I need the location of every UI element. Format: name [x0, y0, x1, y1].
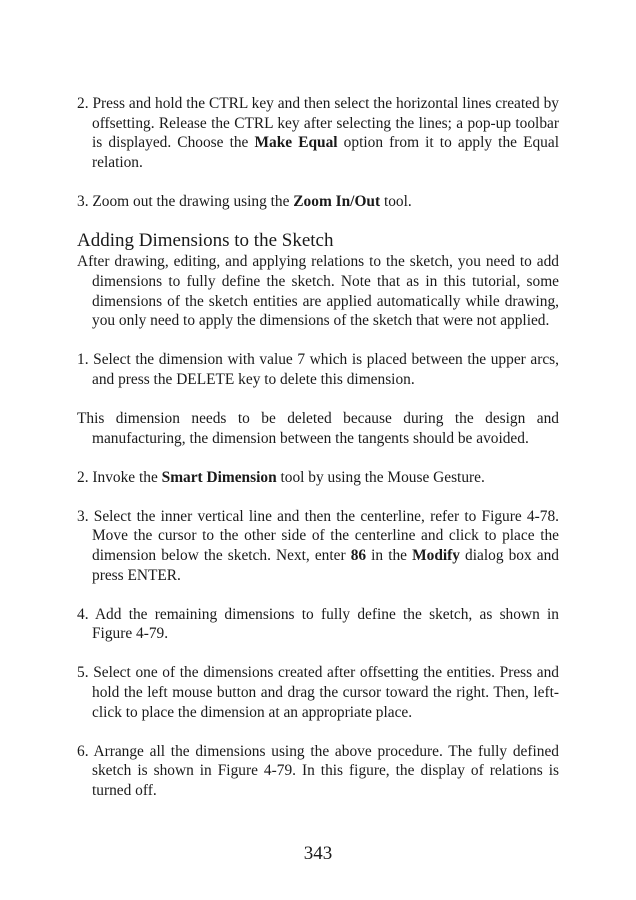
dimension-step-2-end: tool by using the Mouse Gesture. [276, 468, 485, 486]
dimension-step-3-mid: in the [366, 547, 413, 564]
dimension-step-4: 4. Add the remaining dimensions to fully define the sketch, as shown in Figure 4-79. [77, 605, 559, 643]
dimension-step-3-start: 3. Select the inner vertical line and then the centerline, refer to Figure 4-78. Move the cursor to the other side of the centerline and click to place the dimension below the sketch. Next, enter [77, 507, 559, 564]
zoom-in-out-label: Zoom In/Out [293, 192, 381, 210]
dimension-step-2 [77, 468, 559, 488]
dimension-step-3 [77, 507, 559, 585]
intro-paragraph: After drawing, editing, and applying relations to the sketch, you need to add dimensions to fully define the sketch. Note that as in this tutorial, some dimensions of the sketch entities are applied automatically while drawing, you only need to apply the dimensions of the sketch that were not applied. [77, 253, 559, 330]
dimension-step-3-end: dialog box and press ENTER. [92, 547, 559, 584]
dimension-step-2-start: 2. Invoke the [77, 468, 162, 486]
step-2-text-start: 2. Press and hold the CTRL key and then select the horizontal lines created by offsetting. Release the CTRL key after selecting the lines; a pop-up toolbar is displayed. Choose the [77, 95, 559, 152]
dimension-step-5: 5. Select one of the dimensions created after offsetting the entities. Press and hold the left mouse button and drag the cursor toward the right. Then, left-click to place the dimension at an appropriate place. [77, 664, 559, 721]
dimension-step-6: 6. Arrange all the dimensions using the above procedure. The fully defined sketch is shown in Figure 4-79. In this figure, the display of relations is turned off. [77, 742, 559, 799]
step-3-zoom [77, 192, 559, 212]
page-content [77, 94, 559, 800]
section-heading: Adding Dimensions to the Sketch [77, 230, 334, 252]
step-2-text-end: option from it to apply the Equal relation. [92, 134, 559, 171]
dimension-step-1: 1. Select the dimension with value 7 which is placed between the upper arcs, and press the DELETE key to delete this dimension. [77, 351, 559, 388]
value-86-label: 86 [350, 547, 367, 564]
page-number: 343 [303, 843, 333, 864]
make-equal-label: Make Equal [254, 134, 338, 152]
step-3-text-end: tool. [380, 192, 412, 210]
step-2-equal-relation [77, 94, 559, 172]
step-3-text-start: 3. Zoom out the drawing using the [77, 192, 294, 210]
smart-dimension-label: Smart Dimension [161, 468, 277, 486]
note-paragraph: This dimension needs to be deleted because during the design and manufacturing, the dimension between the tangents should be avoided. [77, 410, 559, 447]
modify-label: Modify [412, 547, 460, 564]
